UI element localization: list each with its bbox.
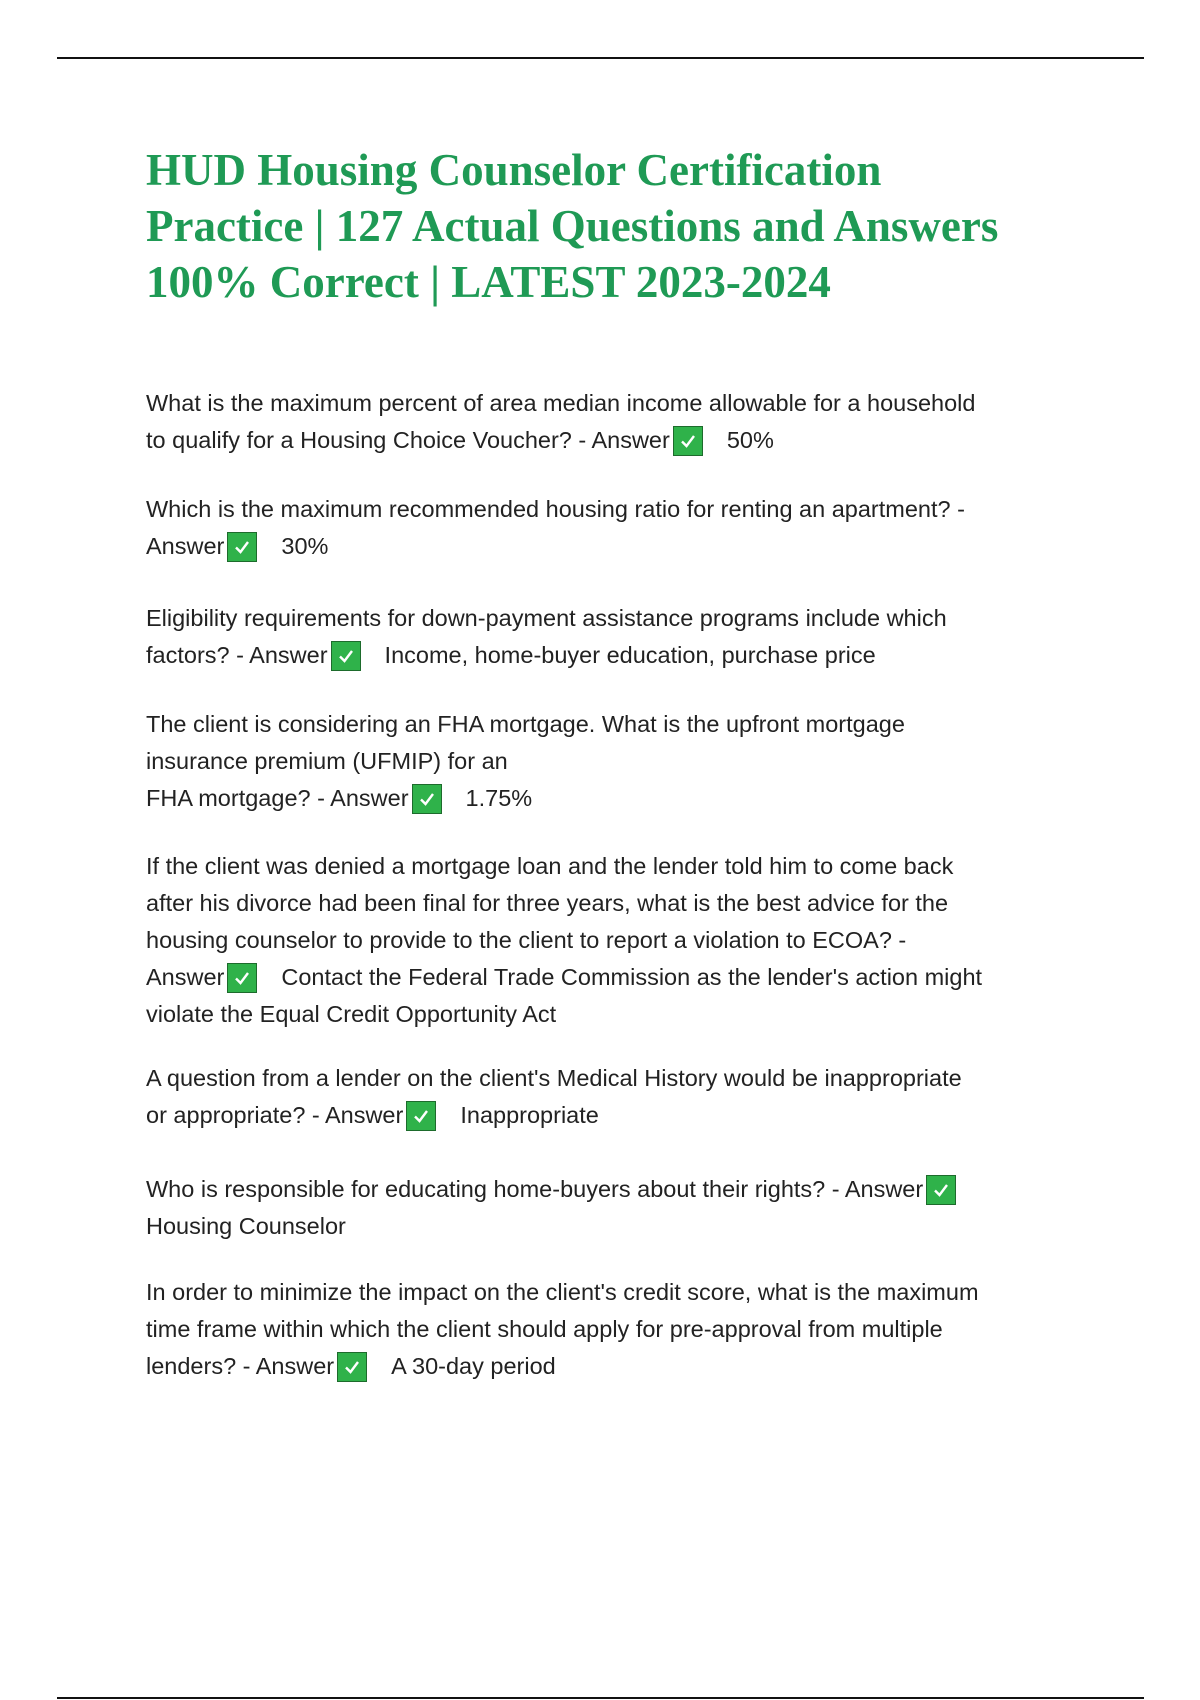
answer-text: 50% bbox=[726, 427, 774, 453]
question-text: housing counselor to provide to the client to report a violation to ECOA? - bbox=[146, 927, 907, 953]
title-line: 100% Correct | LATEST 2023-2024 bbox=[146, 257, 831, 307]
question-answer-item bbox=[146, 385, 975, 459]
answer-text: A 30-day period bbox=[391, 1353, 556, 1379]
question-text: Answer bbox=[146, 964, 225, 990]
answer-text: Housing Counselor bbox=[146, 1213, 346, 1239]
question-text: after his divorce had been final for three years, what is the best advice for the bbox=[146, 890, 949, 916]
question-text: The client is considering an FHA mortgage. What is the upfront mortgage bbox=[146, 711, 905, 737]
check-mark-icon bbox=[227, 532, 257, 562]
question-text: What is the maximum percent of area median income allowable for a household bbox=[146, 390, 976, 416]
check-mark-icon bbox=[227, 963, 257, 993]
question-line bbox=[146, 743, 905, 780]
question-answer-item bbox=[146, 600, 947, 674]
question-text: factors? - Answer bbox=[146, 642, 328, 668]
question-text: Answer bbox=[146, 533, 225, 559]
answer-line bbox=[146, 996, 982, 1033]
title-line: HUD Housing Counselor Certification bbox=[146, 145, 882, 195]
question-line bbox=[146, 1060, 962, 1097]
question-line bbox=[146, 922, 982, 959]
question-line bbox=[146, 1097, 962, 1134]
answer-text: 1.75% bbox=[465, 785, 533, 811]
question-line bbox=[146, 780, 905, 817]
question-answer-item bbox=[146, 1274, 979, 1385]
question-text: If the client was denied a mortgage loan and the lender told him to come back bbox=[146, 853, 954, 879]
question-text: In order to minimize the impact on the client's credit score, what is the maximum bbox=[146, 1279, 979, 1305]
document-title bbox=[146, 142, 998, 310]
question-line bbox=[146, 1274, 979, 1311]
question-line bbox=[146, 637, 947, 674]
question-answer-item bbox=[146, 706, 905, 817]
answer-line bbox=[146, 1208, 960, 1245]
check-mark-icon bbox=[337, 1352, 367, 1382]
question-line bbox=[146, 1311, 979, 1348]
question-line bbox=[146, 385, 975, 422]
question-answer-item bbox=[146, 491, 965, 565]
question-line bbox=[146, 1348, 979, 1385]
question-line bbox=[146, 528, 965, 565]
question-text: or appropriate? - Answer bbox=[146, 1102, 404, 1128]
question-text: FHA mortgage? - Answer bbox=[146, 785, 409, 811]
answer-text: Inappropriate bbox=[460, 1102, 599, 1128]
question-text: A question from a lender on the client's Medical History would be inappropriate bbox=[146, 1065, 962, 1091]
question-line bbox=[146, 959, 982, 996]
question-line bbox=[146, 848, 982, 885]
question-text: time frame within which the client should apply for pre-approval from multiple bbox=[146, 1316, 943, 1342]
question-line bbox=[146, 706, 905, 743]
check-mark-icon bbox=[412, 784, 442, 814]
question-line bbox=[146, 422, 975, 459]
question-line bbox=[146, 885, 982, 922]
top-rule bbox=[57, 57, 1144, 59]
question-answer-item bbox=[146, 1060, 962, 1134]
question-text: Eligibility requirements for down-payment assistance programs include which bbox=[146, 605, 947, 631]
title-line: Practice | 127 Actual Questions and Answers bbox=[146, 201, 999, 251]
question-line bbox=[146, 1171, 960, 1208]
answer-text: Contact the Federal Trade Commission as the lender's action might bbox=[281, 964, 983, 990]
answer-text: Income, home-buyer education, purchase price bbox=[384, 642, 876, 668]
question-text: lenders? - Answer bbox=[146, 1353, 335, 1379]
check-mark-icon bbox=[926, 1175, 956, 1205]
question-answer-item bbox=[146, 848, 982, 1033]
bottom-rule bbox=[57, 1697, 1144, 1699]
question-text: to qualify for a Housing Choice Voucher? - Answer bbox=[146, 427, 670, 453]
question-answer-item bbox=[146, 1171, 960, 1245]
question-text: Which is the maximum recommended housing ratio for renting an apartment? - bbox=[146, 496, 965, 522]
question-text: insurance premium (UFMIP) for an bbox=[146, 748, 508, 774]
answer-text: 30% bbox=[281, 533, 329, 559]
check-mark-icon bbox=[673, 426, 703, 456]
answer-text: violate the Equal Credit Opportunity Act bbox=[146, 1001, 557, 1027]
question-line bbox=[146, 600, 947, 637]
question-text: Who is responsible for educating home-buyers about their rights? - Answer bbox=[146, 1176, 924, 1202]
question-line bbox=[146, 491, 965, 528]
check-mark-icon bbox=[406, 1101, 436, 1131]
check-mark-icon bbox=[331, 641, 361, 671]
